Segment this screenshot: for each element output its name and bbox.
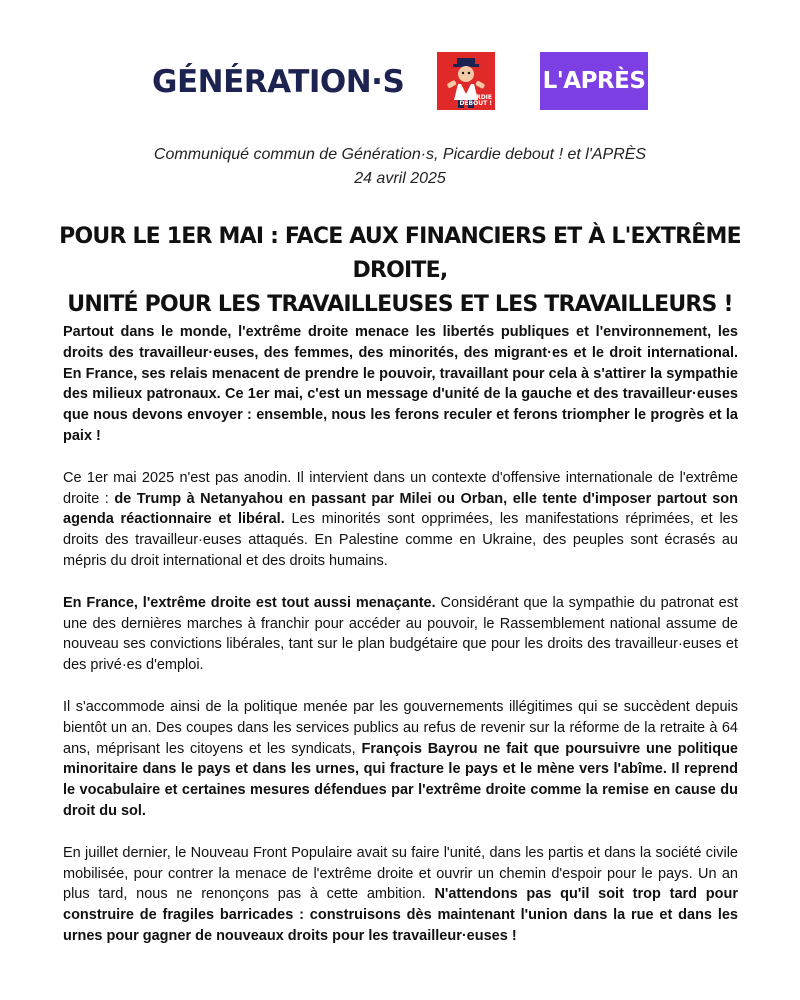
page-title <box>40 220 760 322</box>
paragraph-4 <box>63 697 738 822</box>
paragraph-2-text-a: Ce 1er mai 2025 n'est pas anodin. Il intervient dans un contexte d'offensive internationale de l'extrême droite : <box>63 469 738 507</box>
subtitle-date: 24 avril 2025 <box>354 170 446 187</box>
picardie-debout-logo <box>437 52 495 110</box>
paragraph-4-bold: François Bayrou ne fait que poursuivre une politique minoritaire dans le pays et dans les urnes, qui fracture le pays et le mène vers l'abîme. Il reprend le vocabulaire et certaines mesures défendues par l'extrême droite comme la remise en cause du droit du sol. <box>63 740 738 819</box>
generations-logo: GÉNÉRATION·S <box>152 64 405 100</box>
paragraph-4-text: Il s'accommode ainsi de la politique menée par les gouvernements illégitimes qui se succèdent depuis bientôt un an. Des coupes dans les services publics au refus de revenir sur la réforme de la retraite à 64 ans, méprisant les citoyens et les syndicats, <box>63 698 738 757</box>
paragraph-3-bold: En France, l'extrême droite est tout aussi menaçante. <box>63 594 436 611</box>
paragraph-5-bold: N'attendons pas qu'il soit trop tard pour construire de fragiles barricades : construisons dès maintenant l'union dans la rue et dans les urnes pour gagner de nouveaux droits pour les travailleur·euses ! <box>63 886 738 944</box>
title-line-1: POUR LE 1ER MAI : FACE AUX FINANCIERS ET À L'EXTRÊME DROITE, <box>59 224 741 283</box>
picardie-logo-text <box>459 95 492 107</box>
article-body <box>63 322 738 968</box>
paragraph-3 <box>63 593 738 676</box>
picardie-logo-line1: PICARDIE <box>460 94 492 101</box>
paragraph-5 <box>63 843 738 947</box>
subtitle-organizations: Communiqué commun de Génération·s, Picardie debout ! et l'APRÈS <box>153 146 647 163</box>
logos-row <box>0 52 800 112</box>
paragraph-5-text: En juillet dernier, le Nouveau Front Populaire avait su faire l'unité, dans les partis et dans la société civile mobilisée, pour contrer la menace de l'extrême droite et ouvrir un chemin d'espoir pour le pays. Un an plus tard, nous ne renonçons pas à cette ambition. <box>63 844 738 903</box>
paragraph-3-text: Considérant que la sympathie du patronat est une des dernières marches à franchir pour accéder au pouvoir, le Rassemblement national assume de nouveau ses convictions libérales, tant sur le plan budgétaire que pour les droits des travailleur·euses et des privé·es d'emploi. <box>63 594 738 674</box>
paragraph-2-text-b: Les minorités sont opprimées, les manifestations réprimées, et les droits des travailleur·euses attaqués. En Palestine comme en Ukraine, des peuples sont écrasés au mépris du droit international et des droits humains. <box>63 511 738 569</box>
paragraph-2-bold: de Trump à Netanyahou en passant par Milei ou Orban, elle tente d'imposer partout son agenda réactionnaire et libéral. <box>63 490 738 528</box>
paragraph-1-bold: Partout dans le monde, l'extrême droite menace les libertés publiques et l'environnement, les droits des travailleur·euses, des femmes, des minorités, des migrant·es et le droit international. En France, ses relais menacent de prendre le pouvoir, travaillant pour cela à s'attirer la sympathie des milieux patronaux. Ce 1er mai, c'est un message d'unité de la gauche et des travailleur·euses que nous devons envoyer : ensemble, nous les ferons reculer et ferons triompher le progrès et la paix ! <box>63 324 738 444</box>
apres-logo: L'APRÈS <box>540 52 648 110</box>
paragraph-1 <box>63 322 738 447</box>
subtitle <box>0 143 800 191</box>
title-line-2: UNITÉ POUR LES TRAVAILLEUSES ET LES TRAVAILLEURS ! <box>67 292 733 317</box>
picardie-logo-line2: DEBOUT ! <box>459 100 492 107</box>
paragraph-2 <box>63 468 738 572</box>
